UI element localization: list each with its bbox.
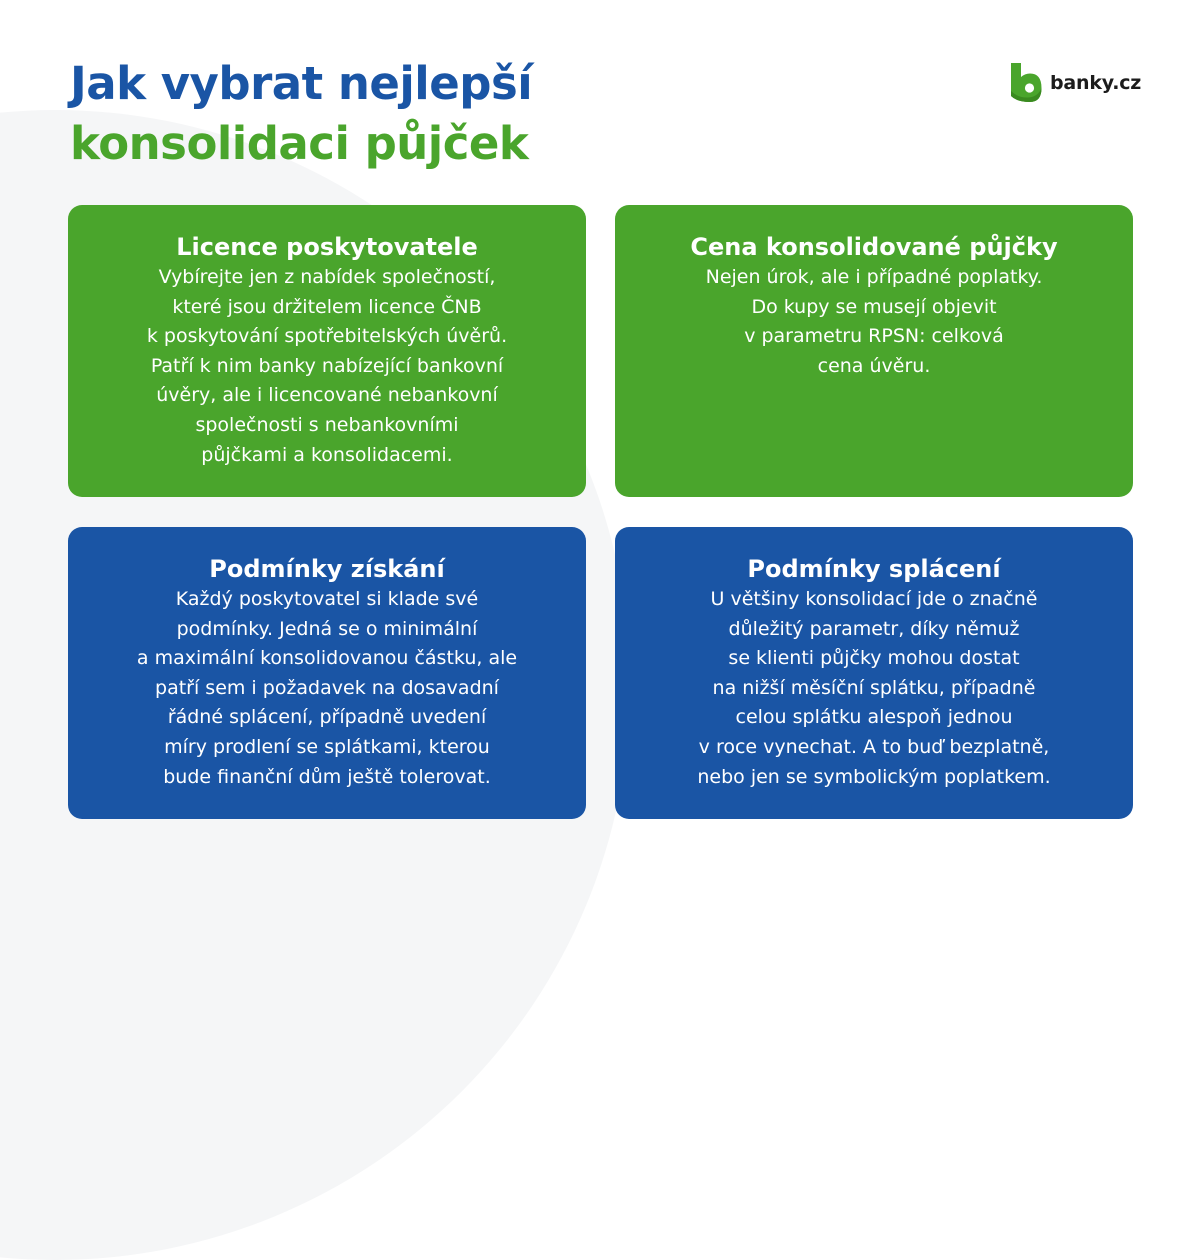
card-text-line: celou splátku alespoň jednou [735,706,1013,729]
card-cena-konsolidovane-pujcky [615,205,1133,497]
card-text-line: společnosti s nebankovními [195,413,459,436]
card-text [90,585,564,792]
card-text [90,263,564,470]
card-text-line: na nižší měsíční splátku, případně [712,676,1036,699]
card-text-line: Nejen úrok, ale i případné poplatky. [705,266,1043,288]
card-text-line: se klienti půjčky mohou dostat [728,647,1020,670]
card-text-line: Vybírejte jen z nabídek společností, [158,266,496,288]
card-title: Podmínky splácení [747,555,1001,583]
card-text-line: důležitý parametr, díky němuž [728,617,1020,640]
card-title: Licence poskytovatele [176,233,478,261]
card-text-line: cena úvěru. [817,354,931,377]
card-text-line: půjčkami a konsolidacemi. [201,443,453,466]
card-text-line: v roce vynechat. A to buď bezplatně, [698,735,1050,758]
card-text [637,585,1111,792]
banky-logo[interactable] [1006,60,1141,106]
card-text-line: úvěry, ale i licencované nebankovní [156,384,498,407]
card-text-line: Každý poskytovatel si klade své [175,588,479,610]
page-title-line-2: konsolidaci půjček [70,117,529,170]
card-text-line: k poskytování spotřebitelských úvěrů. [146,325,508,348]
card-text-line: bude finanční dům ještě tolerovat. [163,765,491,788]
card-podminky-ziskani [68,527,586,819]
card-text-line: U většiny konsolidací jde o značně [710,588,1038,610]
card-text [637,263,1111,381]
card-text-line: které jsou držitelem licence ČNB [172,295,482,318]
page-title-line-1: Jak vybrat nejlepší [70,57,533,110]
card-title: Cena konsolidované půjčky [690,233,1058,261]
banky-logo-text: banky.cz [1050,72,1142,94]
card-text-line: nebo jen se symbolickým poplatkem. [697,765,1051,788]
card-text-line: podmínky. Jedná se o minimální [176,617,478,640]
card-text-line: řádné splácení, případně uvedení [167,706,487,729]
card-text-line: Do kupy se musejí objevit [751,295,997,318]
page-title [70,54,532,174]
card-podminky-splaceni [615,527,1133,819]
card-text-line: míry prodlení se splátkami, kterou [164,735,490,758]
card-title: Podmínky získání [209,555,445,583]
card-text-line: patří sem i požadavek na dosavadní [155,676,499,699]
card-licence-poskytovatele [68,205,586,497]
card-text-line: a maximální konsolidovanou částku, ale [136,647,518,670]
card-text-line: v parametru RPSN: celková [744,325,1004,348]
card-text-line: Patří k nim banky nabízející bankovní [150,354,504,377]
banky-logo-icon [1006,60,1046,106]
